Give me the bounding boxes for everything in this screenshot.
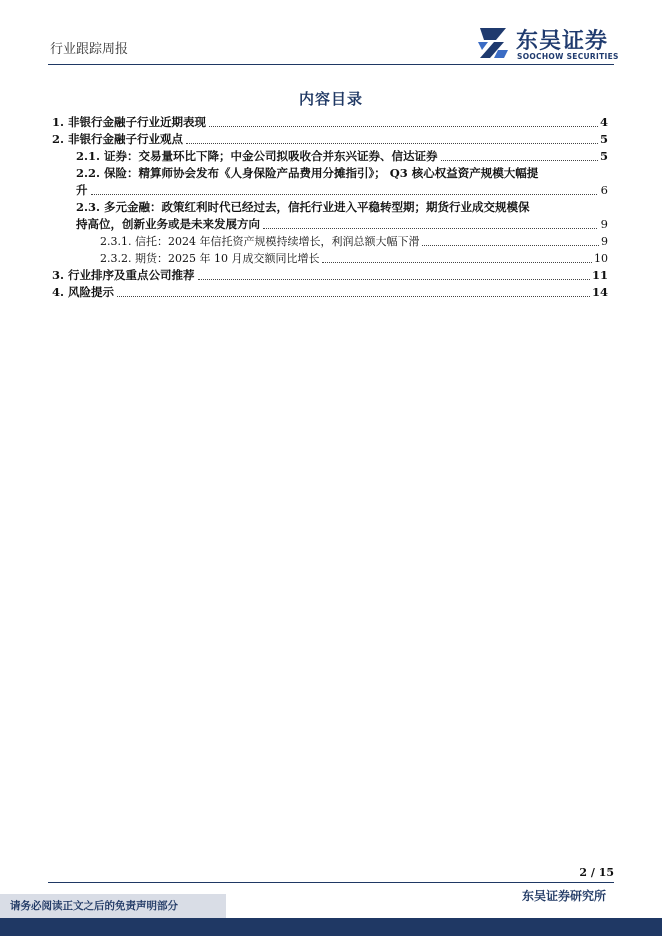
toc-item-page: 9 bbox=[600, 217, 608, 231]
toc-item-label: 2.3.1. 信托：2024 年信托资产规模持续增长，利润总额大幅下滑 bbox=[100, 235, 420, 248]
toc-leader-dots bbox=[91, 194, 597, 195]
company-logo bbox=[474, 24, 619, 62]
toc-item-label: 2.3.2. 期货：2025 年 10 月成交额同比增长 bbox=[100, 252, 320, 265]
toc-item-1[interactable] bbox=[52, 114, 608, 131]
logo-chinese-name: 东吴证券 bbox=[516, 29, 609, 54]
toc-item-label: 4. 风险提示 bbox=[52, 285, 115, 299]
toc-item-label-line2: 持高位，创新业务或是未来发展方向 bbox=[76, 217, 260, 231]
toc-item-2-3-1[interactable] bbox=[52, 233, 608, 250]
toc-leader-dots bbox=[186, 143, 598, 144]
footer-organization: 东吴证券研究所 bbox=[521, 889, 606, 903]
toc-item-page: 9 bbox=[601, 235, 608, 248]
toc-item-page: 10 bbox=[594, 252, 608, 265]
soochow-logo-icon bbox=[474, 24, 512, 62]
toc-item-2-2[interactable] bbox=[52, 165, 608, 199]
toc-item-label-line1: 2.3. 多元金融：政策红利时代已经过去，信托行业进入平稳转型期；期货行业成交规模保 bbox=[76, 200, 530, 214]
toc-item-label: 2.1. 证券：交易量环比下降；中金公司拟吸收合并东兴证券、信达证券 bbox=[76, 149, 438, 163]
toc-item-2[interactable] bbox=[52, 131, 608, 148]
toc-item-label: 3. 行业排序及重点公司推荐 bbox=[52, 268, 195, 282]
footer-divider bbox=[48, 882, 614, 883]
header-section-label: 行业跟踪周报 bbox=[50, 42, 129, 57]
table-of-contents bbox=[52, 114, 608, 301]
toc-item-label-line2: 升 bbox=[76, 183, 88, 197]
toc-item-3[interactable] bbox=[52, 267, 608, 284]
toc-leader-dots bbox=[198, 279, 590, 280]
toc-leader-dots bbox=[322, 262, 592, 263]
toc-item-label: 1. 非银行金融子行业近期表现 bbox=[52, 115, 207, 129]
toc-leader-dots bbox=[117, 296, 590, 297]
toc-title: 内容目录 bbox=[298, 90, 363, 108]
toc-item-page: 11 bbox=[591, 268, 608, 282]
toc-leader-dots bbox=[441, 160, 598, 161]
toc-item-2-3-2[interactable] bbox=[52, 250, 608, 267]
toc-item-page: 5 bbox=[599, 149, 608, 163]
toc-item-label-line1: 2.2. 保险：精算师协会发布《人身保险产品费用分摊指引》； Q3 核心权益资产规模大幅提 bbox=[76, 166, 539, 180]
toc-item-page: 6 bbox=[600, 183, 608, 197]
toc-leader-dots bbox=[263, 228, 597, 229]
page-number: 2 / 15 bbox=[579, 866, 614, 879]
disclaimer-banner: 请务必阅读正文之后的免责声明部分 bbox=[0, 894, 226, 918]
toc-item-label: 2. 非银行金融子行业观点 bbox=[52, 132, 184, 146]
header-divider bbox=[48, 64, 614, 65]
toc-item-2-1[interactable] bbox=[52, 148, 608, 165]
logo-english-name: SOOCHOW SECURITIES bbox=[517, 52, 619, 61]
toc-leader-dots bbox=[422, 245, 599, 246]
toc-item-page: 14 bbox=[591, 285, 608, 299]
toc-leader-dots bbox=[209, 126, 598, 127]
footer-color-bar bbox=[0, 918, 662, 936]
toc-item-page: 4 bbox=[599, 115, 608, 129]
toc-item-page: 5 bbox=[599, 132, 608, 146]
toc-item-2-3[interactable] bbox=[52, 199, 608, 233]
toc-item-4[interactable] bbox=[52, 284, 608, 301]
